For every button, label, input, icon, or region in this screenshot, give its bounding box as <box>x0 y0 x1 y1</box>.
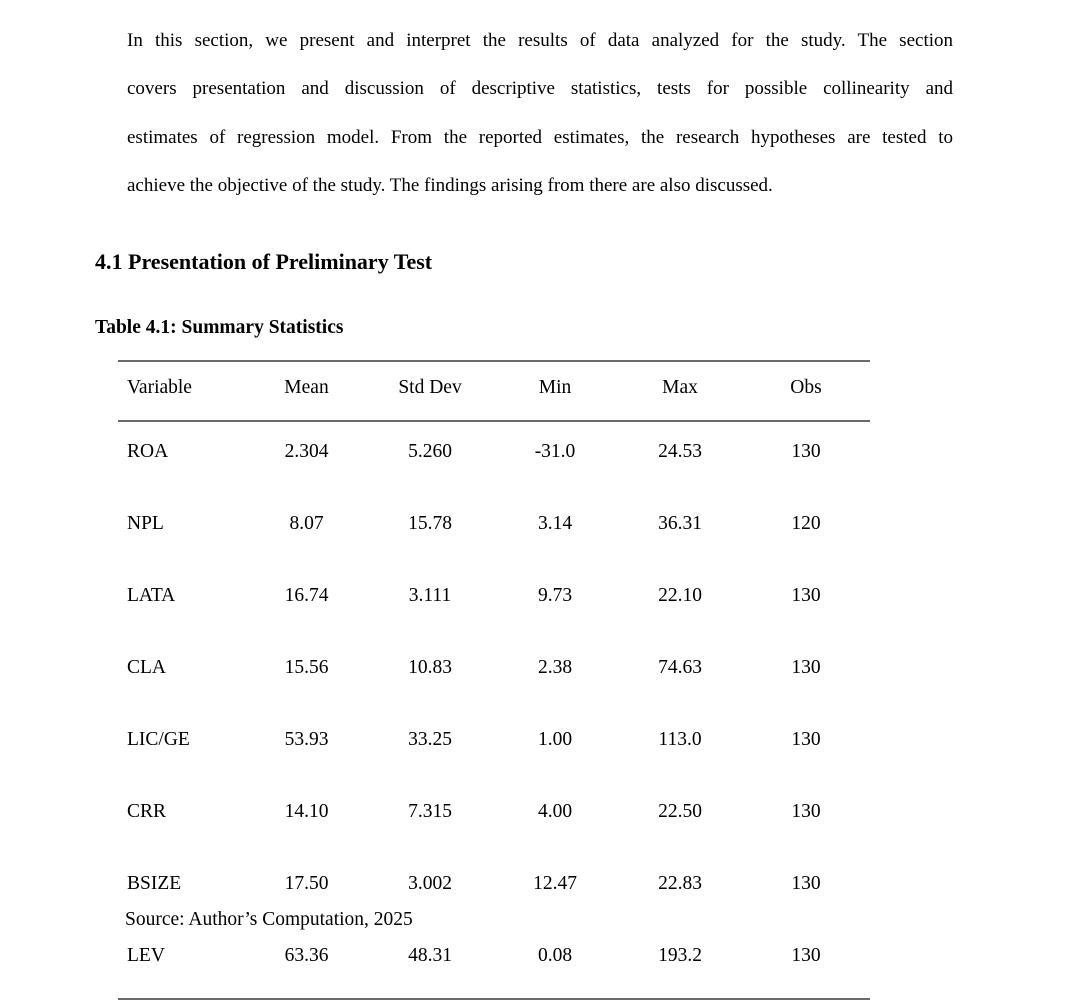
column-header-std-dev: Std Dev <box>368 361 492 421</box>
table-row <box>118 782 870 854</box>
table-cell-variable: BSIZE <box>127 873 182 894</box>
table-cell-variable: LATA <box>127 585 176 606</box>
table-cell: 130 <box>791 585 821 606</box>
table-cell: 14.10 <box>284 801 329 822</box>
table-cell: 3.14 <box>537 513 573 534</box>
column-header-max: Max <box>618 361 742 421</box>
paragraph-line: achieve the objective of the study. The findings arising from there are also discussed. <box>127 175 773 197</box>
table-cell: 130 <box>791 729 821 750</box>
table-cell: 0.08 <box>537 945 573 966</box>
table-cell: 15.56 <box>284 657 329 678</box>
table-cell: 2.38 <box>537 657 573 678</box>
table-row <box>118 638 870 710</box>
table-cell-variable: LEV <box>127 945 165 966</box>
table-row <box>118 710 870 782</box>
table-cell-variable: NPL <box>127 513 164 534</box>
table-cell: 113.0 <box>658 729 702 750</box>
section-heading: 4.1 Presentation of Preliminary Test <box>95 249 433 274</box>
table-cell: -31.0 <box>534 441 576 462</box>
table-cell: 63.36 <box>284 945 329 966</box>
table-row <box>118 421 870 494</box>
column-header-mean: Mean <box>245 361 368 421</box>
table-header-row <box>118 361 870 421</box>
table-cell: 4.00 <box>537 801 573 822</box>
table-cell: 130 <box>791 441 821 462</box>
table-cell: 12.47 <box>533 873 577 894</box>
source-note: Source: Author’s Computation, 2025 <box>125 909 413 930</box>
table-cell: 193.2 <box>658 945 702 966</box>
table-cell-variable: ROA <box>127 441 169 462</box>
table-cell: 74.63 <box>658 657 702 678</box>
table-cell: 1.00 <box>537 729 573 750</box>
table-caption: Table 4.1: Summary Statistics <box>95 317 344 338</box>
column-header-min: Min <box>492 361 618 421</box>
table-cell: 9.73 <box>537 585 573 606</box>
summary-statistics-table <box>118 360 870 1000</box>
table-row <box>118 566 870 638</box>
table-cell-variable: CLA <box>127 657 166 678</box>
table-cell: 2.304 <box>284 441 329 462</box>
table-cell: 24.53 <box>658 441 702 462</box>
table-cell: 36.31 <box>658 513 702 534</box>
table-cell-variable: LIC/GE <box>127 729 190 750</box>
table-cell-variable: CRR <box>127 801 167 822</box>
table-cell: 22.50 <box>658 801 702 822</box>
table-cell: 48.31 <box>408 945 452 966</box>
table-cell: 33.25 <box>408 729 452 750</box>
table-cell: 22.83 <box>658 873 702 894</box>
column-header-variable: Variable <box>118 361 245 421</box>
table-cell: 130 <box>791 657 821 678</box>
table-cell: 5.260 <box>408 441 452 462</box>
table-cell: 17.50 <box>284 873 329 894</box>
table-cell: 120 <box>791 513 821 534</box>
column-header-obs: Obs <box>742 361 870 421</box>
paragraph-line: In this section, we present and interpret the results of data analyzed for the study. The section <box>127 30 953 51</box>
paragraph-line: estimates of regression model. From the reported estimates, the research hypotheses are tested to <box>127 126 953 148</box>
table-cell: 15.78 <box>408 513 452 534</box>
intro-paragraph <box>127 17 953 211</box>
paragraph-line: covers presentation and discussion of descriptive statistics, tests for possible collinearity and <box>127 78 953 100</box>
table-cell: 130 <box>791 945 821 966</box>
table-row <box>118 494 870 566</box>
table-cell: 130 <box>791 801 821 822</box>
table-cell: 3.111 <box>408 585 452 606</box>
table-cell: 3.002 <box>408 873 452 894</box>
table-cell: 7.315 <box>408 801 452 822</box>
table-cell: 53.93 <box>284 729 329 750</box>
table-cell: 10.83 <box>408 657 452 678</box>
table-cell: 8.07 <box>289 513 324 534</box>
table-row <box>118 926 870 999</box>
table-cell: 16.74 <box>284 585 329 606</box>
table-cell: 130 <box>791 873 821 894</box>
table-cell: 22.10 <box>658 585 702 606</box>
